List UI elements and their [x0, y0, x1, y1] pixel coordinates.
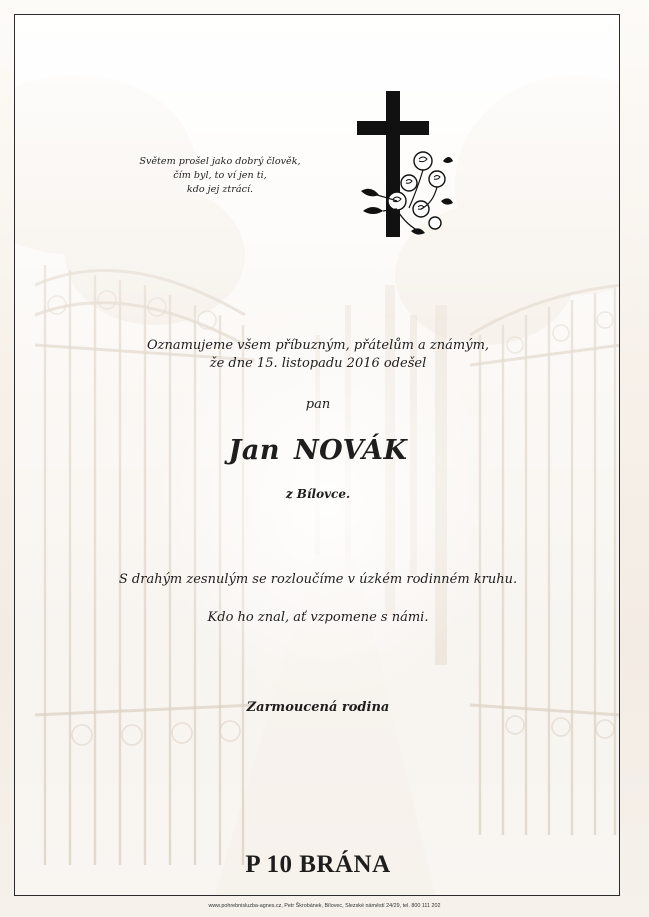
page-border [14, 14, 620, 896]
farewell-text: S drahým zesnulým se rozloučíme v úzkém rodinném kruhu. [118, 572, 518, 587]
last-name: NOVÁK [293, 435, 408, 466]
motto-line: Světem prošel jako dobrý člověk, [139, 156, 301, 167]
signature: Zarmoucená rodina [246, 700, 390, 715]
announcement [15, 337, 620, 373]
motto-line: čím byl, to ví jen ti, [173, 170, 267, 181]
announcement-line-2: že dne 15. listopadu 2016 odešel [209, 356, 427, 371]
remember-text: Kdo ho znal, ať vzpomene s námi. [207, 610, 429, 625]
cross-with-roses-icon [357, 91, 453, 237]
first-name: Jan [228, 435, 280, 466]
deceased-name [15, 435, 620, 466]
motto [135, 155, 305, 197]
gate-number: P 10 BRÁNA [245, 851, 391, 878]
place-of-origin: z Bílovce. [285, 487, 351, 501]
announcement-line-1: Oznamujeme všem příbuzným, přátelům a známým, [146, 338, 490, 353]
title-word: pan [305, 397, 331, 412]
motto-line: kdo jej ztrácí. [186, 184, 254, 195]
footer-contact: www.pohrebnisluzba-agnes.cz, Petr Škrobánek, Bílovec, Slezské náměstí 24/29, tel. 800 111 202 [208, 903, 441, 909]
notice-text [15, 15, 620, 896]
